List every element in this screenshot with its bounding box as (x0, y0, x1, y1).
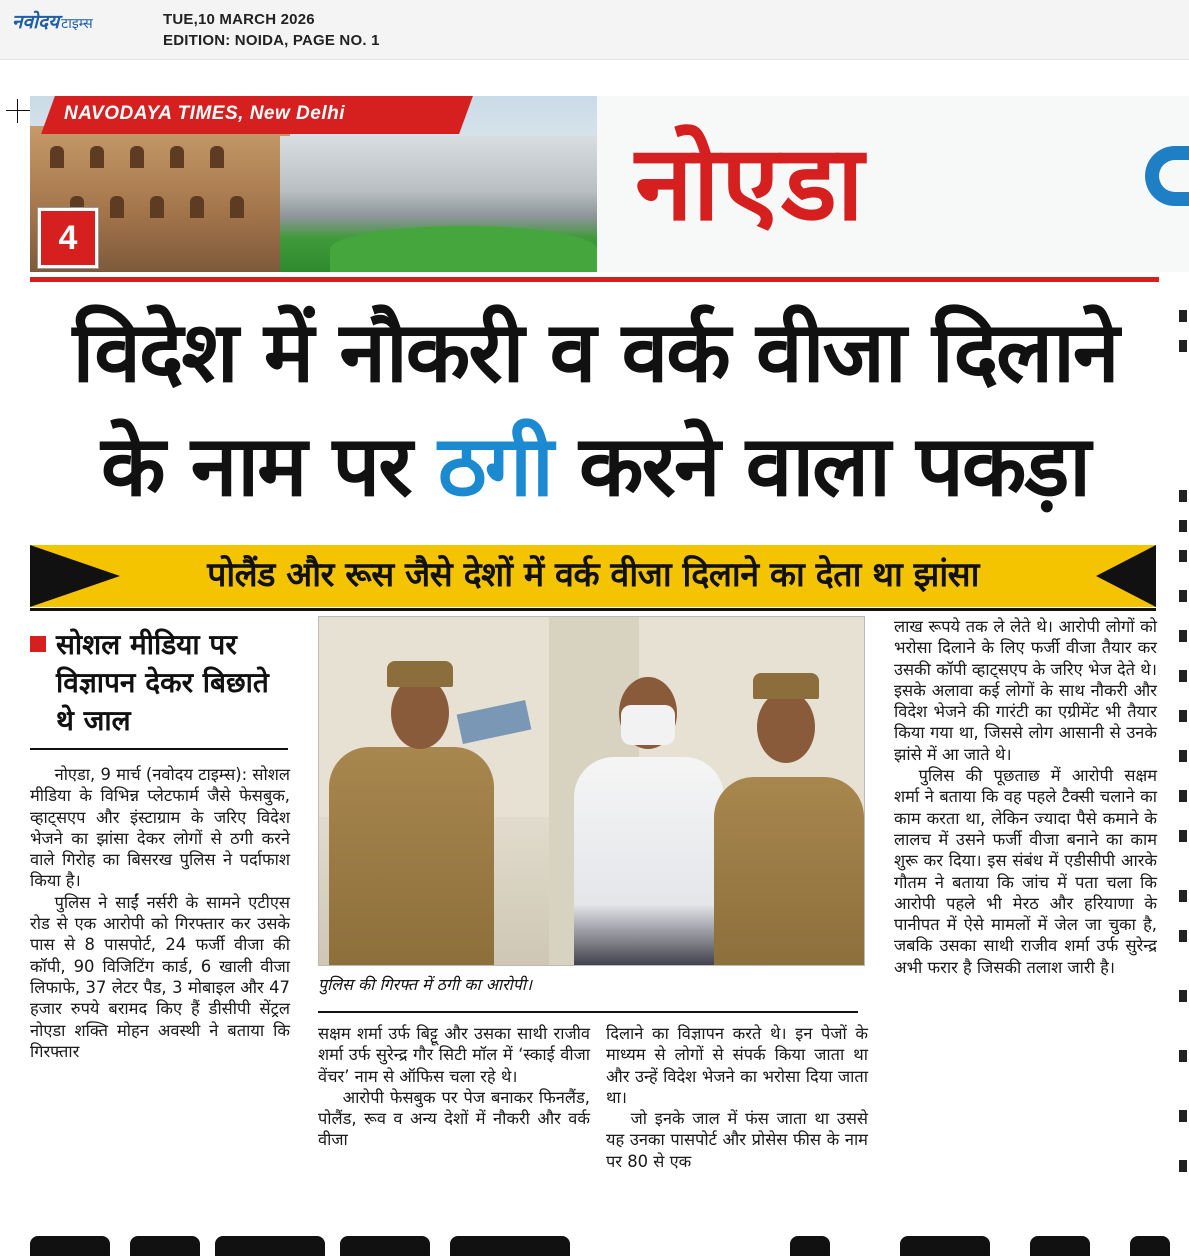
headline-line-1: विदेश में नौकरी व वर्क वीजा दिलाने (72, 303, 1118, 401)
adjacent-column-fragment (1176, 290, 1189, 1220)
article-photo (318, 616, 865, 966)
logo-sub-text: टाइम्स (61, 16, 93, 32)
top-bar (0, 0, 1189, 60)
headline-line-2-end: करने वाला पकड़ा (551, 417, 1090, 515)
photo-officer-left (329, 747, 494, 966)
article-column-3 (606, 1023, 868, 1172)
headline-accent-word: ठगी (437, 417, 552, 515)
date-line: TUE,10 MARCH 2026 (163, 11, 315, 28)
edition-info (163, 9, 380, 51)
subheading-rule (30, 748, 288, 750)
deck-strip (30, 545, 1156, 607)
photo-head (757, 691, 815, 763)
photo-accused (574, 757, 724, 966)
deck-rule (30, 608, 1156, 611)
crosshair-icon (6, 99, 30, 123)
photo-face-mask (621, 705, 675, 745)
paragraph: पुलिस ने साईं नर्सरी के सामने एटीएस रोड से एक आरोपी को गिरफ्तार कर उसके पास से 8 पासपोर्ट, 24 फर्जी वीजा की कॉपी, 90 विजिटिंग कार्ड, 6 खाली वीजा लिफाफे, 37 लेटर पैड, 3 मोबाइल और 47 हजार रुपये बरामद किए हैं डीसीपी सेंट्रल नोएडा शक्ति मोहन अवस्थी ने बताया कि गिरफ्तार (30, 892, 290, 1061)
paragraph: आरोपी फेसबुक पर पेज बनाकर फिनलैंड, पोलैंड, रूव व अन्य देशों में नौकरी और वर्क वीजा (318, 1087, 590, 1150)
next-headline-fragment (0, 1230, 1189, 1256)
photo-cap (387, 661, 453, 687)
subheading-text: सोशल मीडिया पर विज्ञापन देकर बिछाते थे जाल (56, 628, 269, 737)
article-column-2 (318, 1023, 590, 1151)
masthead-banner-text: NAVODAYA TIMES, New Delhi (64, 103, 345, 124)
photo-cap (753, 673, 819, 699)
headline-line-2 (30, 406, 1160, 526)
logo-main-text: नवोदय (12, 11, 60, 33)
subheading (30, 626, 288, 740)
masthead-rule (30, 277, 1159, 282)
caption-rule (318, 1011, 858, 1013)
article-column-4 (894, 616, 1157, 978)
deck-text: पोलैंड और रूस जैसे देशों में वर्क वीजा दिलाने का देता था झांसा (207, 555, 979, 595)
article-column-1 (30, 764, 290, 1062)
paragraph: दिलाने का विज्ञापन करते थे। इन पेजों के माध्यम से लोगों से संपर्क किया जाता था और उन्हें विदेश भेजने का भरोसा दिया जाता था। (606, 1024, 868, 1107)
article-headline (30, 292, 1160, 526)
photo-head (391, 677, 449, 749)
city-title: नोएडा (635, 122, 866, 244)
paragraph: पुलिस की पूछताछ में आरोपी सक्षम शर्मा ने बताया कि वह पहले टैक्सी चलाने का काम करता था, लेकिन ज्यादा पैसे कमाने के लालच में उसने फर्जी वीजा बनाने का काम शुरू कर दिया। इस संबंध में एडीसीपी आरके गौतम ने बताया कि जांच में पता चला कि आरोपी पहले भी मेरठ और हरियाणा के पानीपत में ऐसे मामलों में जेल जा चुका है, जबकि उसका साथी राजीव शर्मा उर्फ सुरेन्द्र अभी फरार है जिसकी तलाश जारी है। (894, 766, 1157, 977)
photo-caption: पुलिस की गिरफ्त में ठगी का आरोपी। (318, 975, 533, 994)
paragraph: सक्षम शर्मा उर्फ बिट्टू और उसका साथी राजीव शर्मा उर्फ सुरेन्द्र गौर सिटी मॉल में ‘स्काई वीजा वेंचर’ नाम से ऑफिस चला रहे थे। (318, 1024, 590, 1086)
photo-officer-right (714, 777, 864, 966)
paragraph: लाख रूपये तक ले लेते थे। आरोपी लोगों को भरोसा दिलाने के लिए फर्जी वीजा तैयार कर उसकी कॉपी व्हाट्सएप के जरिए भेज देते थे। इसके अलावा कई लोगों के साथ नौकरी और विदेश भेजने की गारंटी का एग्रीमेंट भी तैयार किया गया था, जिससे लोग आसानी से उनके झांसे में आ जाते थे। (894, 617, 1157, 764)
headline-line-2-start: के नाम पर (100, 417, 438, 515)
stadium-ground (330, 226, 597, 272)
bullet-icon (30, 636, 46, 652)
paragraph: नोएडा, 9 मार्च (नवोदय टाइम्स): सोशल मीडिया के विभिन्न प्लेटफार्म जैसे फेसबुक, व्हाट्सएप और इंस्टाग्राम के जरिए विदेश भेजने का झांसा देकर लोगों से ठगी करने वाले गिरोह का बिसरख पुलिस ने पर्दाफाश किया है। (30, 765, 290, 891)
masthead (30, 96, 1189, 272)
paragraph: जो इनके जाल में फंस जाता था उससे यह उनका पासपोर्ट और प्रोसेस फीस के नाम पर 80 से एक (606, 1109, 868, 1171)
page-number-badge: 4 (38, 208, 98, 268)
edition-line: EDITION: NOIDA, PAGE NO. 1 (163, 32, 380, 49)
publication-logo[interactable] (12, 8, 93, 32)
